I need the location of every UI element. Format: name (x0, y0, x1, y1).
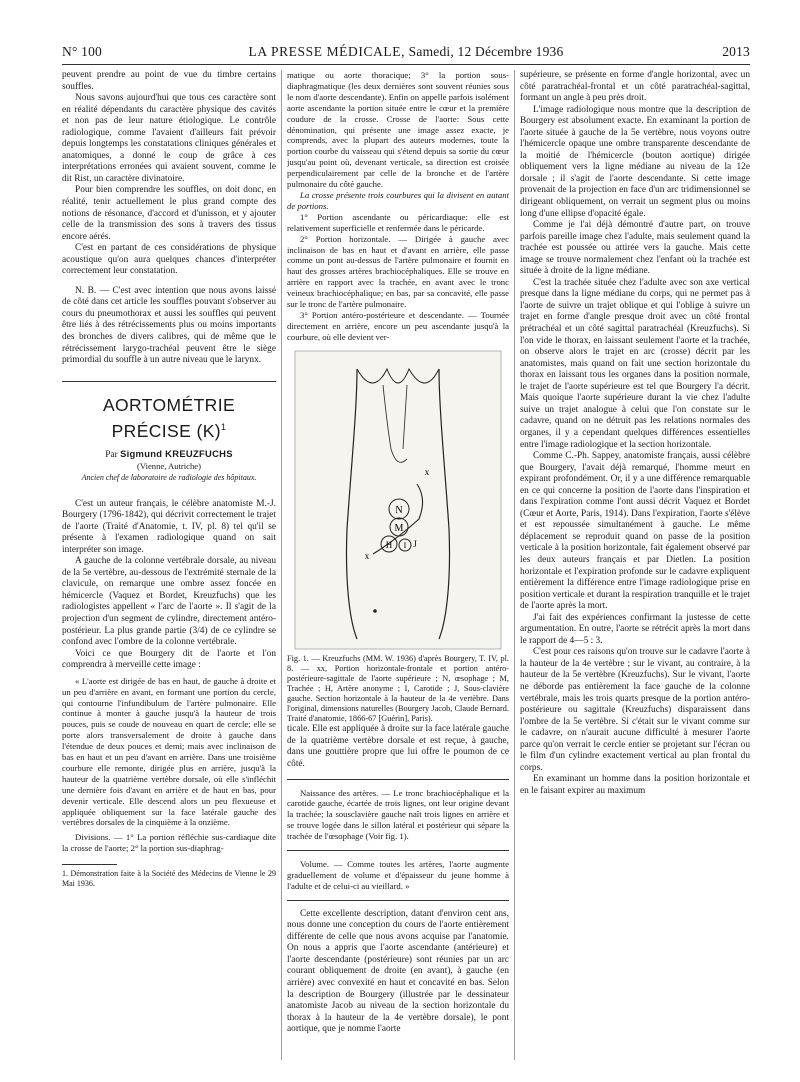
figure-label-J: J (413, 538, 417, 549)
figure-label-N: N (395, 504, 403, 516)
journal-title (62, 44, 750, 60)
paragraph: La crosse présente trois courbures qui la divisent en autant de portions. (287, 189, 509, 211)
paragraph: Comme je l'ai déjà démontré d'autre part, on trouve parfois pareille image chez l'adulte, mais seulement quand la trachée est poussée ou attirée vers la gauche. Mais cette image se trouve normalement chez l'enfant où la trachée est située à droite de la ligne médiane. (520, 220, 750, 277)
paragraph: ticale. Elle est appliquée à droite sur la face latérale gauche de la quatrième vertèbre dorsale et est reçue, à gauche, dans une gouttière propre que lui offre le poumon de ce côté. (287, 724, 509, 769)
paragraph-volume: Volume. — Comme toutes les artères, l'aorte augmente graduellement de volume et d'épaisseur du jeune homme à l'adulte et de celui-ci au vieillard. » (287, 859, 509, 891)
section-separator (287, 779, 509, 780)
paragraph: C'est pour ces raisons qu'on trouve sur le cadavre l'aorte à la hauteur de la 4e vertèbre ; sur le vivant, au contraire, à la hauteur de la 5e vertèbre (Kreuzfuchs). Sur le vivant, l'aorte ne déborde pas entièrement la face gauche de la colonne vertébrale, mais les trois quarts presque de la portion antéro-postérieure ou sagittale (Kreuzfuchs) disparaissent dans l'ombre de la 5e vertèbre. Si c'était sur le vivant comme sur le cadavre, on n'aurait aucune difficulté à mesurer l'aorte parce qu'on verrait le cercle entier se projetant sur l'écran ou le film d'un cylindre exactement vertical au plan frontal du corps. (520, 647, 750, 773)
paragraph: J'ai fait des expériences confirmant la justesse de cette argumentation. En outre, l'aorte se rétrécit après la mort dans le rapport de 4—5 : 3. (520, 612, 750, 646)
page-number-right: 2013 (722, 44, 750, 59)
page-number-left: N° 100 (62, 44, 102, 59)
byline-prefix: Par (105, 449, 118, 460)
figure-caption: Fig. 1. — Kreuzfuchs (MM. W. 1936) d'après Bourgery, T. IV, pl. 8. — xx, Portion horizontale-frontale et portion antéro-postérieure-sagittale de l'aorte supérieure ; N, œsophage ; M, Trachée ; H, Artère anonyme ; I, Carotide ; J, Sous-clavière gauche. Section horizontale à la hauteur de la 4e vertèbre. Dans l'original, dimensions naturelles (Bourgery Jacob, Claude Bernard. Traité d'anatomie, 1866-67 [Guérin], Paris). (287, 653, 509, 724)
paragraph: C'est la trachée située chez l'adulte avec son axe vertical presque dans la ligne médiane du corps, qui ne permet pas à l'aorte de suivre un trajet oblique et qui l'oblige à suivre un trajet en forme d'angle presque droit avec un côté frontal prétrachéal et un côté sagittal paratrachéal (Kreuzfuchs). Si l'on vide le thorax, en laissant seulement l'aorte et la trachée, on observe alors le trajet en arc (crosse) décrit par les anatomistes, mais quand on fait une section horizontale du thorax en laissant tous les organes dans la position normale, le trajet de l'aorte supérieure est tel que Bourgery l'a décrit. Mais quoique l'aorte supérieure durant la vie chez l'adulte suive un trajet analogue à celui que l'on constate sur le cadavre, quand on ne détruit pas les relations normales des organes, il y a cependant quelques différences essentielles entre l'image radiologique et la section horizontale. (520, 277, 750, 450)
footnote-marker: 1 (221, 421, 227, 432)
column-divider (281, 70, 282, 1060)
paragraph: C'est un auteur français, le célèbre anatomiste M.-J. Bourgery (1796-1842), qui décrivit correctement le trajet de l'aorte (Traité d'Anatomie, t. IV, pl. 8) tel qu'il se présente à l'examen radiologique quand on sait interpréter son image. (62, 498, 276, 555)
quotation: « L'aorte est dirigée de bas en haut, de gauche à droite et un peu d'arrière en avant, en formant une portion du cercle, qui contourne l'infundibulum de l'artère pulmonaire. Elle continue à monter à gauche jusqu'à la hauteur de trois pouces, puis se coude de nouveau en quart de cercle; elle se porte alors transversalement de droite à gauche dans l'étendue de deux pouces et demi; mais avec inclinaison de bas en haut et un peu d'avant en arrière. Dans une troisième courbure elle remonte, dirigée plus en arrière, jusqu'à la hauteur de la quatrième vertèbre dorsale, où elle s'infléchit une dernière fois d'avant en arrière et de haut en bas, pour devenir verticale. Elle descend alors un peu flexueuse et appliquée obliquement sur la face latérale gauche des vertèbres dorsales de la cinquième à la onzième. (62, 675, 276, 828)
header-rule (62, 64, 750, 65)
author-role: Ancien chef de laboratoire de radiologie des hôpitaux. (81, 472, 257, 482)
author-name: Sigmund KREUZFUCHS (120, 447, 233, 459)
aorta-section-drawing (287, 349, 509, 654)
footnote: 1. Démonstration faite à la Société des Médecins de Vienne le 29 Mai 1936. (62, 869, 276, 889)
paragraph: 1° Portion ascendante ou péricardiaque: elle est relativement superficielle et renfermée dans le péricarde. (287, 211, 509, 233)
column-1 (62, 70, 276, 1060)
paragraph: Nous savons aujourd'hui que tous ces caractère sont en réalité dépendants du caractère physique des cavités et non pas de leur nature étiologique. Le contrôle radiologique, comme l'avaient d'ailleurs fait prévoir depuis longtemps les constatations cliniques générales et anatomiques, a donné le coup de grâce à ces interprétations erronées qui avaient souvent, comme le dit Rist, un caractère divinatoire. (62, 93, 276, 184)
figure-label-x-bottom: x (364, 550, 370, 561)
article-title-text: AORTOMÉTRIE PRÉCISE (K) (102, 394, 236, 441)
figure-label-M: M (394, 522, 404, 534)
section-separator (287, 850, 509, 851)
column-divider (514, 70, 515, 1060)
byline (62, 448, 276, 461)
figure-label-H: H (385, 539, 393, 550)
author-location: (Vienne, Autriche) (137, 460, 201, 471)
paragraph: Pour bien comprendre les souffles, on doit donc, en réalité, tenir actuellement le plus grand compte des notions de résonance, d'accord et d'unisson, et y ajouter celle de la transmission des sons à travers des tissus encore aérés. (62, 185, 276, 242)
paragraph-divisions: Divisions. — 1° La portion réfléchie sus-cardiaque dite la crosse de l'aorte; 2° la portion sus-diaphrag- (62, 832, 276, 854)
paragraph: Cette excellente description, datant d'environ cent ans, nous donne une conception du cours de l'aorte entièrement différente de celle que nous avons acquise par l'anatomie. On nous a appris que l'aorte ascendante (antérieure) et l'aorte descendante (postérieure) sont réunies par un arc courant obliquement de droite (en avant), à gauche (en arrière) avec convexité en haut et concavité en bas. Selon la description de Bourgery (illustrée par le dessinateur anatomiste Jacob au niveau de la section horizontale du thorax à la hauteur de la 4e vertèbre dorsale), le pont aortique, que je nomme l'aorte (287, 908, 509, 1035)
section-separator (62, 381, 276, 382)
figure-1 (287, 349, 509, 654)
page-header (62, 44, 750, 66)
paragraph: Voici ce que Bourgery dit de l'aorte et l'on comprendra à merveille cette image : (62, 648, 276, 671)
paragraph: A gauche de la colonne vertébrale dorsale, au niveau de la 5e vertèbre, au-dessous de l'extrémité sternale de la clavicule, on remarque une ombre assez foncée en hémicercle (Vaquez et Bordet, Kreuzfuchs) que les radiologistes appellent « l'arc de l'aorte ». Il s'agit de la projection d'un segment de cylindre, directement antéro-postérieur. La plus grande partie (3/4) de ce cylindre se confond avec l'ombre de la colonne vertébrale. (62, 556, 276, 648)
journal-name: LA PRESSE MÉDICALE, (248, 44, 406, 59)
section-separator (287, 900, 509, 901)
column-3 (520, 70, 750, 1060)
paragraph: supérieure, se présente en forme d'angle horizontal, avec un côté paratrachéal-frontal et un côté paratrachéal-sagittal, formant un angle à peu près droit. (520, 70, 750, 104)
footnote-rule (62, 864, 117, 865)
paragraph: 2° Portion horizontale. — Dirigée à gauche avec inclinaison de bas en haut et d'avant en arrière, elle passe comme un pont au-dessus de l'artère pulmonaire et fournit en haut des grosses artères brachiocéphaliques. Elle se trouve en arrière en rapport avec la trachée, en avant avec le tronc veineux brachiocéphalique; en bas, par sa concavité, elle passe sur le tronc de l'artère pulmonaire. (287, 233, 509, 310)
figure-label-x-top: x (424, 466, 430, 477)
figure-label-I: I (403, 540, 407, 550)
paragraph: En examinant un homme dans la position horizontale et en le faisant expirer au maximum (520, 774, 750, 796)
paragraph: C'est en partant de ces considérations de physique acoustique qu'on aura quelques chances d'interpréter correctement leur constatation. (62, 243, 276, 277)
paragraph-naissance: Naissance des artères. — Le tronc brachiocéphalique et la carotide gauche, écartée de trois lignes, ont leur origine devant la trachée; la sousclavière gauche naît trois lignes en arrière et se trouve logée dans le sillon latéral et postérieur qui sépare la trachée de l'œsophage (Voir fig. 1). (287, 787, 509, 842)
issue-date: Samedi, 12 Décembre 1936 (408, 44, 564, 59)
paragraph: Comme C.-Ph. Sappey, anatomiste français, aussi célèbre que Bourgery, l'avait déjà remarqué, l'homme meurt en expirant profondément. Or, il y a une différence remarquable en ce qui concerne la position de l'aorte dans l'inspiration et dans l'expiration comme l'ont aussi décrit Vaquez et Bordet (Cœur et Aorte, Paris, 1914). Dans l'expiration, l'aorte s'élève et est repoussée simultanément à gauche. Le même déplacement se reproduit quand on passe de la position verticale à la position horizontale, fait également observé par les deux auteurs français et par Dietlen. La position horizontale et l'expiration profonde sur le cadavre expliquent entièrement la différence entre l'image radiologique prise en position verticale et durant la respiration tranquille et le trajet de l'aorte après la mort. (520, 451, 750, 612)
column-2 (287, 70, 509, 1060)
paragraph: matique ou aorte thoracique; 3° la portion sous-diaphragmatique (les deux dernières sont souvent réunies sous le nom d'aorte descendante). Enfin on appelle parfois isolément aorte ascendante la portion située entre le cœur et la première coudure de la crosse. Crosse de l'aorte: Sous cette dénomination, qui présente une image assez exacte, je comprends, avec la plupart des auteurs modernes, toute la portion courbe du vaisseau qui s'étend depuis sa sortie du cœur jusqu'au point où, devenant verticale, sa direction est croisée perpendiculairement par celle de la bronche et de l'artère pulmonaire du côté gauche. (287, 70, 509, 190)
paragraph: 3° Portion antéro-postérieure et descendante. — Tournée directement en arrière, encore un peu ascendante jusqu'à la courbure, où elle devient ver- (287, 309, 509, 342)
paragraph: L'image radiologique nous montre que la description de Bourgery est absolument exacte. En examinant la portion de l'aorte située à gauche de la 5e vertèbre, nous voyons outre l'hémicercle opaque une ombre transparente descendante de la moitié de l'hémicercle (bouton aortique) dirigée obliquement vers la ligne médiane au niveau de la 12e dorsale ; il s'agit de l'aorte descendante. Si cette image provenait de la projection en face d'un arc tridimensionnel se dirigeant obliquement, on verrait un segment plus ou moins long d'une ellipse d'opacité égale. (520, 104, 750, 219)
paragraph: peuvent prendre au point de vue du timbre certains souffles. (62, 70, 276, 92)
article-title (62, 394, 276, 442)
paragraph-nb: N. B. — C'est avec intention que nous avons laissé de côté dans cet article les souffles pouvant s'observer au cours du pneumothorax et aussi les souffles qui peuvent être liés à des rétrécissements plus ou moins importants des bronches de divers calibres, qui de même que le rétrécissement larygo-trachéal peuvent être le siège primordial du souffle à un autre niveau que le larynx. (62, 285, 276, 366)
